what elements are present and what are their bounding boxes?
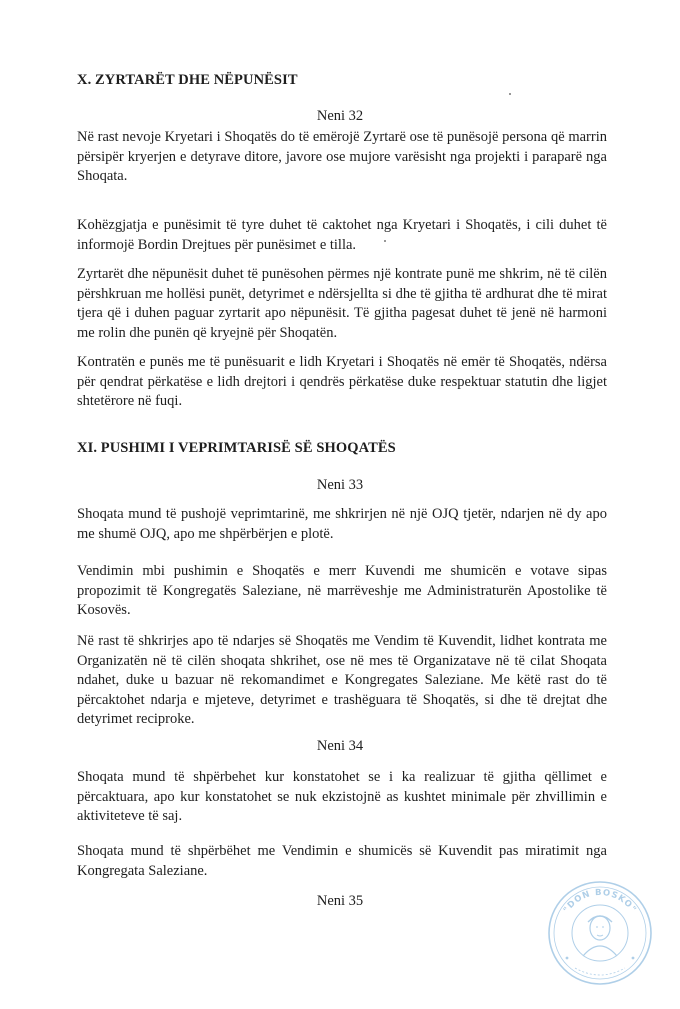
article-32-paragraph-2: Kohëzgjatja e punësimit të tyre duhet të caktohet nga Kryetari i Shoqatës, i cili duhet të informojë Bordin Drejtues për punësimet e tilla.: [77, 217, 607, 253]
article-34-paragraph-1: Shoqata mund të shpërbehet kur konstatohet se i ka realizuar të gjitha qëllimet e përcaktuara, apo kur konstatohet se nuk ekzistojnë as kushtet minimale për zhvillimin e aktiviteteve të saj.: [77, 769, 607, 824]
section-xi-heading: XI. PUSHIMI I VEPRIMTARISË SË SHOQATËS: [77, 440, 396, 456]
article-34-paragraph-2: Shoqata mund të shpërbëhet me Vendimin e shumicës së Kuvendit pas miratimit nga Kongregata Saleziane.: [77, 843, 607, 879]
association-stamp-seal: [545, 878, 655, 988]
scan-speck: [384, 240, 386, 242]
article-33-paragraph-1: Shoqata mund të pushojë veprimtarinë, me shkrirjen në një OJQ tjetër, ndarjen në dy apo me shumë OJQ, apo me shpërbërjen e plotë.: [77, 506, 607, 542]
article-32-paragraph-4: Kontratën e punës me të punësuarit e lidh Kryetari i Shoqatës në emër të Shoqatës, ndërsa për qendrat përkatëse e lidh drejtori i qendrës përkatëse duke respektuar statutin dhe ligjet shtetërore në fuqi.: [77, 354, 607, 409]
article-35-title: Neni 35: [316, 893, 364, 909]
article-32-paragraph-1: Në rast nevoje Kryetari i Shoqatës do të emërojë Zyrtarë ose të punësojë persona që marrin përsipër kryerjen e detyrave ditore, javore ose mujore varësisht nga projekti i paraparë nga Shoqata.: [77, 129, 607, 184]
article-34-title: Neni 34: [316, 738, 364, 754]
article-33-paragraph-3: Në rast të shkrirjes apo të ndarjes së Shoqatës me Vendim të Kuvendit, lidhet kontrata me Organizatën në të cilën shoqata shkrihet, ose në mes të Organizatave në të cilat Shoqata ndahet, duke u bazuar në rekomandimet e Kongregates Saleziane. Me këtë rast do të përcaktohet ndarja e mjeteve, detyrimet e trashëguara të Shoqatës, si dhe të drejtat dhe detyrimet reciproke.: [77, 633, 607, 727]
stamp-text: "DON BOSKO": [561, 887, 639, 915]
svg-text:"DON BOSKO": [562, 888, 638, 915]
article-33-paragraph-2: Vendimin mbi pushimin e Shoqatës e merr Kuvendi me shumicën e votave sipas propozimit të Kongregatës Saleziane, në marrëveshje me Administraturën Apostolike të Kosovës.: [77, 563, 607, 618]
section-x-heading: X. ZYRTARËT DHE NËPUNËSIT: [77, 72, 298, 88]
scan-speck: [509, 93, 511, 95]
article-32-title: Neni 32: [316, 108, 364, 124]
article-32-paragraph-3: Zyrtarët dhe nëpunësit duhet të punësohen përmes një kontrate punë me shkrim, në të cilën përshkruan me hollësi punët, detyrimet e ndërsjellta si dhe të gjitha të ardhurat dhe të mirat tjera që i duhen paguar zyrtarit apo nëpunësit. Të gjitha pagesat duhet të jenë në harmoni me rolin dhe punën që kryejnë për Shoqatën.: [77, 266, 607, 341]
article-33-title: Neni 33: [316, 477, 364, 493]
